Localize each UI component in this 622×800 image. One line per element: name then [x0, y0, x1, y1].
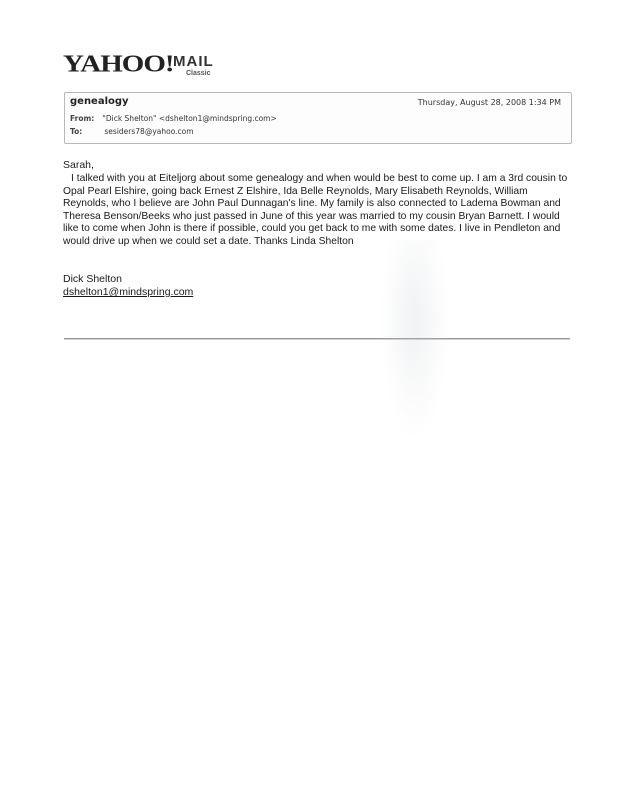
message-header [64, 92, 572, 144]
scan-smudge [380, 240, 450, 440]
message-subject: genealogy [70, 96, 129, 107]
to-value[interactable]: sesiders78@yahoo.com [104, 127, 194, 136]
logo-product: MAIL [173, 53, 214, 70]
from-label: From: [70, 114, 95, 123]
logo-wordmark: YAHOO! [63, 50, 174, 78]
from-value[interactable]: "Dick Shelton" <dshelton1@mindspring.com> [102, 114, 277, 123]
message-date: Thursday, August 28, 2008 1:34 PM [417, 98, 561, 107]
message-body: I talked with you at Eiteljorg about some genealogy and when would be best to come up. I am a 3rd cousin to Opal Pearl Elshire, going back Ernest Z Elshire, Ida Belle Reynolds, Mary Elisabeth Reynolds, William Reynolds, who I believe are John Paul Dunnagan's line. My family is also connected to Ladema Bowman and Theresa Benson/Beeks who just passed in June of this year was married to my cousin Bryan Barnett. I would like to come when John is there if possible, could you get back to me with some dates. I live in Pendleton and would drive up when we could set a date. Thanks Linda Shelton [63, 173, 568, 247]
logo-edition: Classic [186, 70, 211, 77]
from-row [70, 114, 277, 123]
to-label: To: [70, 127, 83, 136]
message-divider [64, 338, 570, 340]
salutation: Sarah, [63, 159, 94, 171]
signature-name: Dick Shelton [63, 273, 122, 285]
signature-email-link[interactable]: dshelton1@mindspring.com [63, 286, 194, 298]
to-row [70, 127, 194, 136]
